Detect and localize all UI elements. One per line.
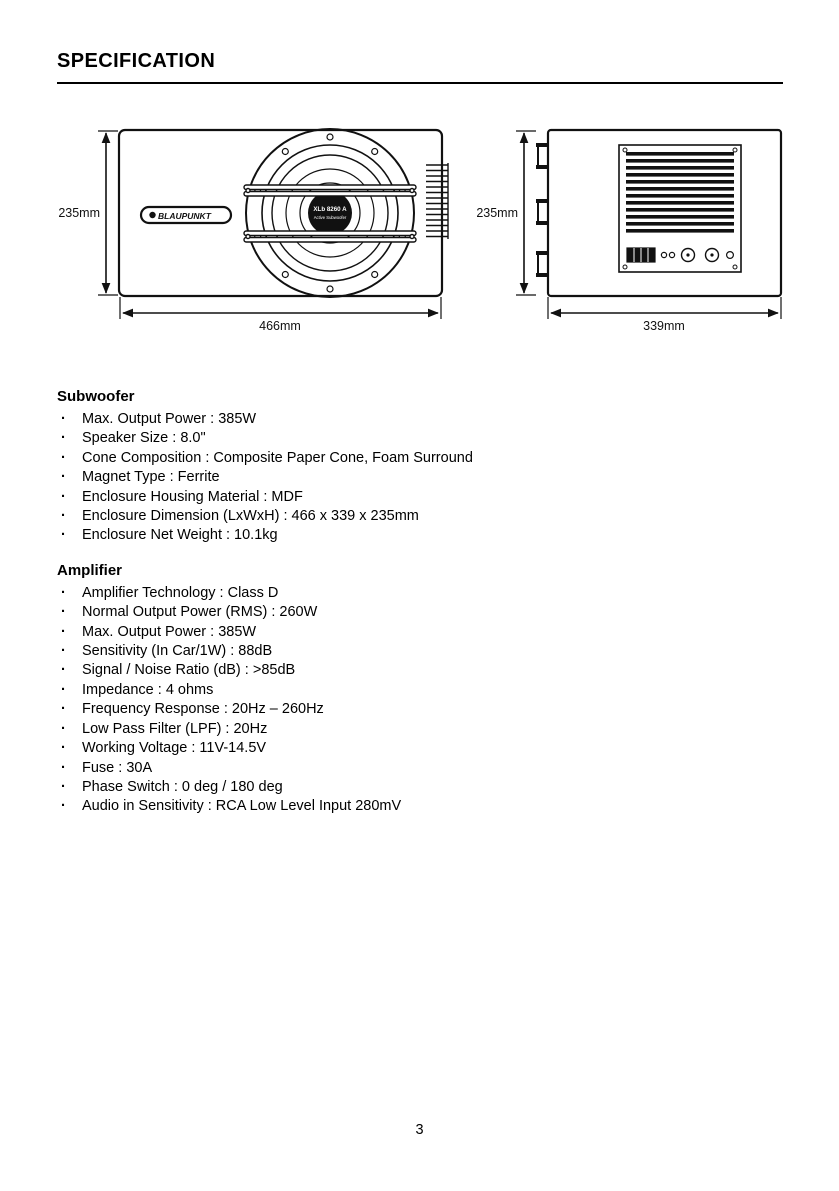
- phase-switch-icon: [727, 252, 734, 259]
- spec-text: Speaker Size : 8.0": [82, 430, 206, 447]
- bullet: ·: [61, 681, 66, 698]
- section-subwoofer: [57, 388, 777, 546]
- spec-text: Amplifier Technology : Class D: [82, 584, 279, 601]
- rca-jack-icon: [661, 252, 666, 257]
- bullet: ·: [61, 778, 66, 795]
- rca-jack-icon: [669, 252, 674, 257]
- bullet: ·: [61, 411, 66, 427]
- specifications: [57, 388, 777, 817]
- spec-item: [57, 739, 777, 758]
- spec-text: Sensitivity (In Car/1W) : 88dB: [82, 643, 273, 660]
- spec-text: Magnet Type : Ferrite: [82, 469, 220, 486]
- front-width-dimension: [120, 297, 441, 319]
- rear-width-dimension: [548, 297, 781, 319]
- spec-item: [57, 526, 777, 545]
- spec-text: Max. Output Power : 385W: [82, 623, 257, 640]
- spec-text: Enclosure Dimension (LxWxH) : 466 x 339 x 235mm: [82, 508, 419, 525]
- brand-label: BLAUPUNKT: [158, 211, 211, 221]
- spec-text: Enclosure Net Weight : 10.1kg: [82, 527, 278, 544]
- spec-item: [57, 410, 777, 429]
- spec-text: Low Pass Filter (LPF) : 20Hz: [82, 720, 268, 737]
- spec-text: Impedance : 4 ohms: [82, 681, 214, 698]
- amplifier-panel: [619, 145, 741, 272]
- rear-height-label: 235mm: [476, 206, 518, 220]
- bullet: ·: [61, 584, 66, 601]
- spec-item: [57, 661, 777, 680]
- section-heading: Subwoofer: [57, 388, 135, 405]
- spec-item: [57, 449, 777, 468]
- spec-item: [57, 623, 777, 642]
- front-height-label: 235mm: [58, 206, 100, 220]
- control-row: [627, 248, 733, 262]
- heatsink-fins: [626, 152, 734, 233]
- spec-text: Normal Output Power (RMS) : 260W: [82, 604, 318, 621]
- bullet: ·: [61, 662, 66, 679]
- brand-badge: [141, 207, 231, 223]
- speaker-subtitle-label: Active Subwoofer: [313, 215, 347, 220]
- bullet: ·: [61, 740, 66, 757]
- front-height-dimension: [98, 131, 118, 295]
- spec-text: Fuse : 30A: [82, 759, 153, 776]
- dimension-diagrams: [0, 115, 839, 355]
- spec-text: Max. Output Power : 385W: [82, 411, 257, 427]
- front-view-diagram: [58, 129, 448, 333]
- bullet: ·: [61, 430, 66, 447]
- spec-item: [57, 507, 777, 526]
- spec-item: [57, 468, 777, 487]
- bullet: ·: [61, 643, 66, 660]
- brand-dot-icon: [149, 212, 155, 218]
- spec-text: Frequency Response : 20Hz – 260Hz: [82, 701, 324, 718]
- diagram-svg: [0, 115, 839, 355]
- spec-item: [57, 584, 777, 603]
- spec-text: Enclosure Housing Material : MDF: [82, 488, 303, 505]
- bullet: ·: [61, 604, 66, 621]
- spec-list: [57, 410, 777, 546]
- bullet: ·: [61, 508, 66, 525]
- spec-item: [57, 700, 777, 719]
- spec-item: [57, 681, 777, 700]
- front-width-label: 466mm: [259, 319, 301, 333]
- page-title: SPECIFICATION: [57, 50, 216, 72]
- spec-text: Audio in Sensitivity : RCA Low Level Input 280mV: [82, 798, 402, 815]
- spec-item: [57, 429, 777, 448]
- spec-item: [57, 797, 777, 816]
- rear-view-diagram: [476, 130, 781, 333]
- section-amplifier: [57, 562, 777, 817]
- spec-item: [57, 642, 777, 661]
- bullet: ·: [61, 469, 66, 486]
- bullet: ·: [61, 449, 66, 466]
- spec-text: Signal / Noise Ratio (dB) : >85dB: [82, 662, 296, 679]
- bullet: ·: [61, 701, 66, 718]
- spec-list: [57, 584, 777, 817]
- bullet: ·: [61, 759, 66, 776]
- bullet: ·: [61, 798, 66, 815]
- rear-height-dimension: [516, 131, 536, 295]
- spec-item: [57, 759, 777, 778]
- dust-cap: [308, 191, 352, 235]
- speaker-model-label: XLb 8260 A: [313, 206, 347, 213]
- port-fins: [426, 163, 448, 239]
- title-divider: [57, 82, 783, 84]
- spec-text: Cone Composition : Composite Paper Cone, Foam Surround: [82, 449, 473, 466]
- bullet: ·: [61, 623, 66, 640]
- spec-item: [57, 720, 777, 739]
- rear-width-label: 339mm: [643, 319, 685, 333]
- page-number: 3: [415, 1122, 424, 1138]
- spec-item: [57, 603, 777, 622]
- section-heading: Amplifier: [57, 561, 123, 579]
- bullet: ·: [61, 488, 66, 505]
- speaker-cone: [246, 129, 414, 297]
- bullet: ·: [61, 720, 66, 737]
- spec-item: [57, 778, 777, 797]
- bullet: ·: [61, 527, 66, 544]
- spec-text: Phase Switch : 0 deg / 180 deg: [82, 778, 283, 795]
- spec-text: Working Voltage : 11V-14.5V: [82, 740, 267, 757]
- spec-item: [57, 488, 777, 507]
